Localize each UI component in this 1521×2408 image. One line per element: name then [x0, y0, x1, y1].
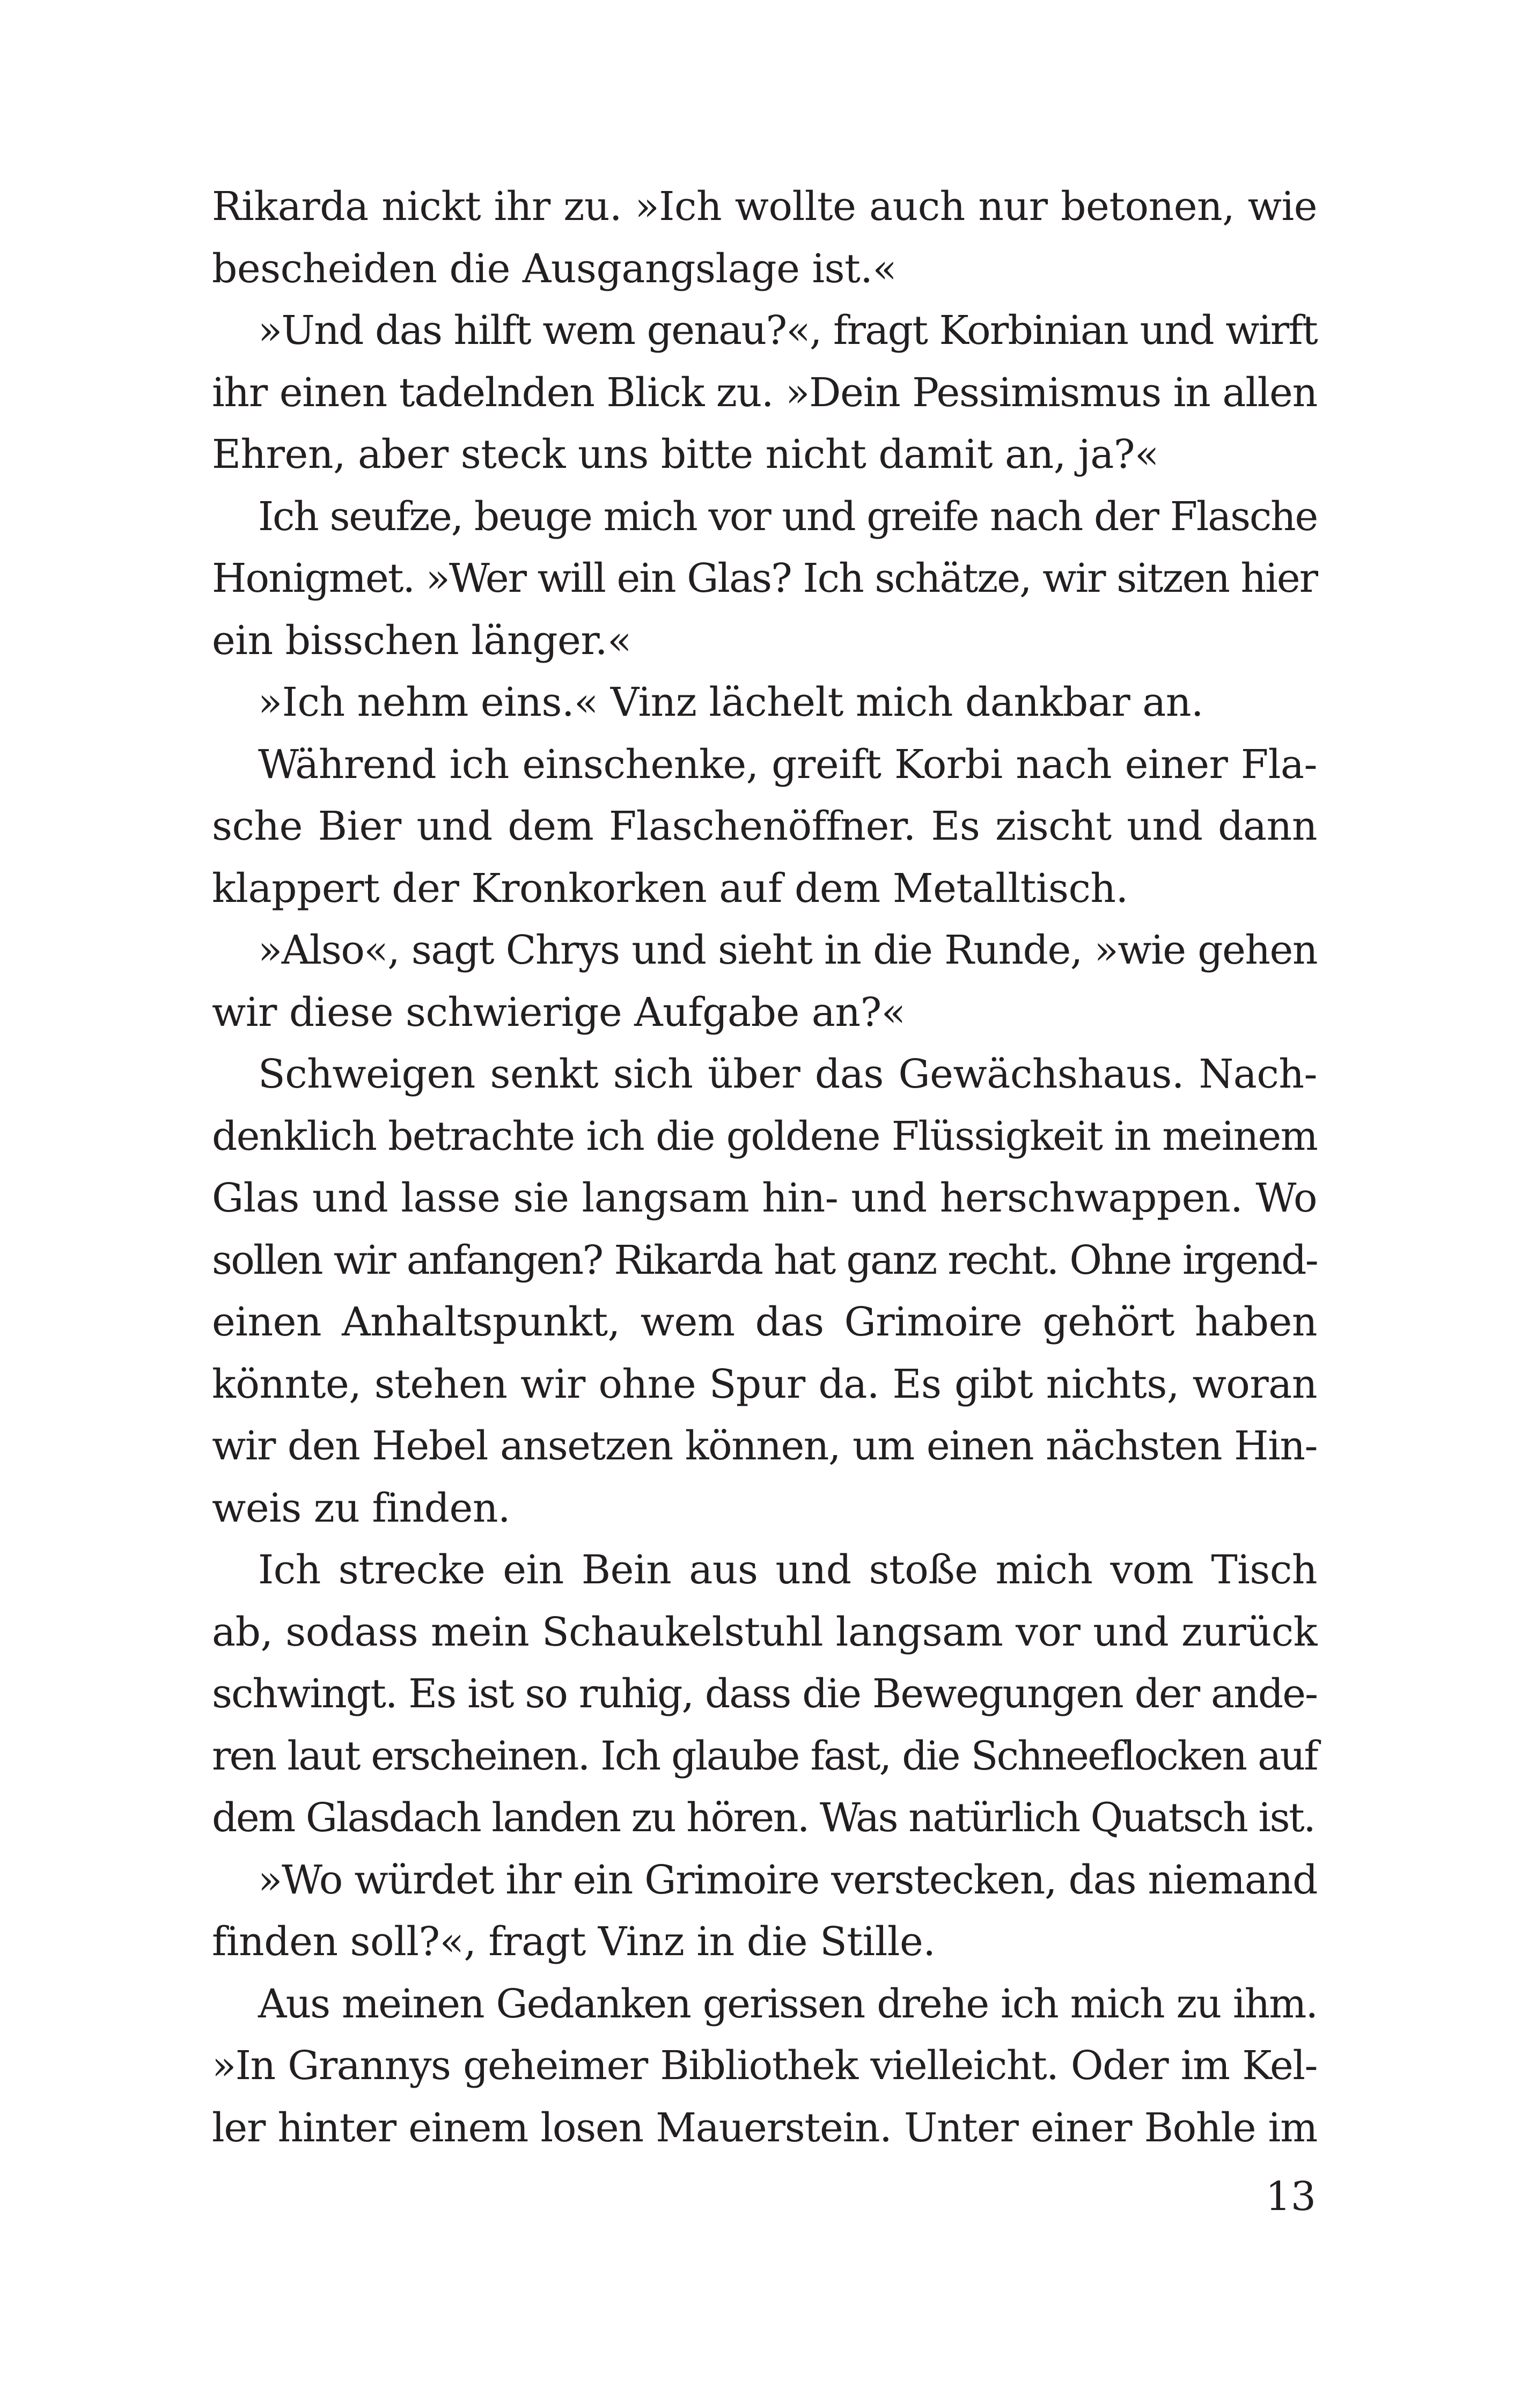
text-line: ren laut erscheinen. Ich glaube fast, die Schneeflocken auf — [212, 1732, 1317, 1779]
text-line: dem Glasdach landen zu hören. Was natürlich Quatsch ist. — [212, 1795, 1315, 1841]
text-line: wir diese schwierige Aufgabe an?« — [212, 989, 906, 1036]
body-text — [212, 176, 1317, 2159]
text-line: Glas und lasse sie langsam hin- und herschwappen. Wo — [212, 1175, 1317, 1221]
text-line: könnte, stehen wir ohne Spur da. Es gibt nichts, woran — [212, 1361, 1317, 1407]
text-line: sche Bier und dem Flaschenöffner. Es zischt und dann — [212, 803, 1317, 849]
text-line: »In Grannys geheimer Bibliothek vielleicht. Oder im Kel- — [212, 2043, 1317, 2089]
text-line: »Also«, sagt Chrys und sieht in die Runde, »wie gehen — [258, 927, 1317, 973]
text-line: ihr einen tadelnden Blick zu. »Dein Pessimismus in allen — [212, 369, 1317, 416]
text-line: »Ich nehm eins.« Vinz lächelt mich dankbar an. — [258, 679, 1204, 725]
text-line: wir den Hebel ansetzen können, um einen nächsten Hin- — [212, 1423, 1317, 1469]
text-line: »Und das hilft wem genau?«, fragt Korbinian und wirft — [258, 307, 1317, 354]
text-line: Aus meinen Gedanken gerissen drehe ich mich zu ihm. — [258, 1980, 1317, 2027]
text-line: weis zu finden. — [212, 1485, 511, 1531]
text-line: Ehren, aber steck uns bitte nicht damit an, ja?« — [212, 431, 1159, 478]
text-line: denklich betrachte ich die goldene Flüssigkeit in meinem — [212, 1113, 1317, 1159]
text-line: Honigmet. »Wer will ein Glas? Ich schätze, wir sitzen hier — [212, 555, 1317, 601]
text-line: Rikarda nickt ihr zu. »Ich wollte auch nur betonen, wie — [212, 183, 1317, 230]
text-line: schwingt. Es ist so ruhig, dass die Bewegungen der ande- — [212, 1671, 1317, 1717]
text-line: Während ich einschenke, greift Korbi nach einer Fla- — [258, 741, 1317, 788]
text-line: ein bisschen länger.« — [212, 617, 631, 664]
text-line: finden soll?«, fragt Vinz in die Stille. — [212, 1919, 936, 1965]
text-line: bescheiden die Ausgangslage ist.« — [212, 245, 897, 292]
text-line: »Wo würdet ihr ein Grimoire verstecken, das niemand — [258, 1856, 1318, 1903]
text-line: Ich strecke ein Bein aus und stoße mich vom Tisch — [258, 1547, 1317, 1593]
text-line: Ich seufze, beuge mich vor und greife nach der Flasche — [258, 493, 1317, 540]
page-number: 13 — [1265, 2174, 1316, 2220]
text-line: klappert der Kronkorken auf dem Metalltisch. — [212, 865, 1128, 912]
text-line: Schweigen senkt sich über das Gewächshaus. Nach- — [258, 1051, 1317, 1097]
text-line: ler hinter einem losen Mauerstein. Unter einer Bohle im — [212, 2104, 1317, 2151]
text-line: ab, sodass mein Schaukelstuhl langsam vor und zurück — [212, 1609, 1317, 1655]
text-line: sollen wir anfangen? Rikarda hat ganz recht. Ohne irgend- — [212, 1237, 1317, 1283]
text-line: einen Anhaltspunkt, wem das Grimoire gehört haben — [212, 1299, 1317, 1345]
